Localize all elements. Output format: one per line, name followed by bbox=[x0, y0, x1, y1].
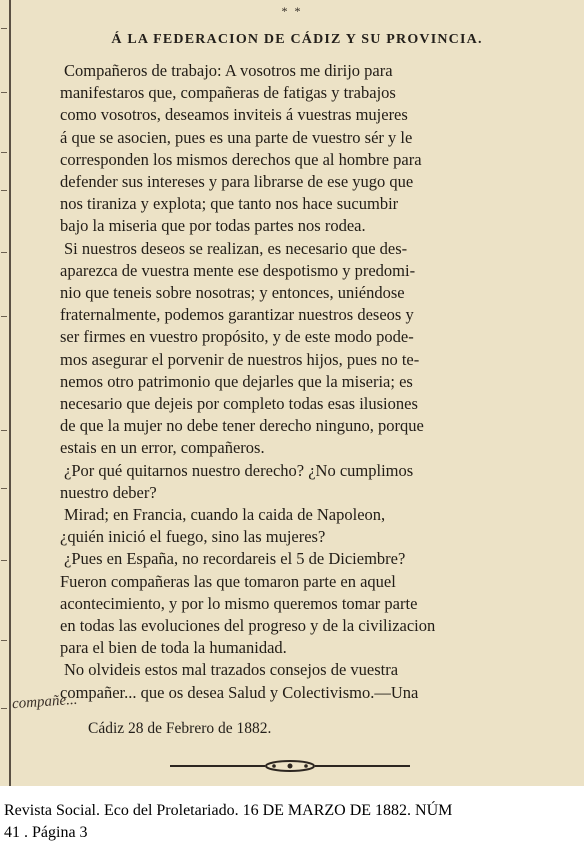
column-rule bbox=[9, 0, 11, 786]
article-paragraph bbox=[60, 460, 534, 504]
text-line: Mirad; en Francia, cuando la caida de Napoleon, bbox=[64, 505, 386, 525]
text-line: Si nuestros deseos se realizan, es necesario que des- bbox=[64, 238, 408, 258]
text-line: nuestro deber? bbox=[60, 482, 157, 502]
caption-line-2: 41 . Página 3 bbox=[4, 824, 88, 841]
text-line: defender sus intereses y para librarse de ese yugo que bbox=[60, 172, 414, 192]
margin-tick bbox=[1, 708, 7, 709]
margin-tick bbox=[1, 152, 7, 153]
article-paragraph bbox=[60, 548, 534, 659]
margin-tick bbox=[1, 28, 7, 29]
margin-tick bbox=[1, 252, 7, 253]
margin-tick bbox=[1, 488, 7, 489]
text-line: bajo la miseria que por todas partes nos rodea. bbox=[60, 216, 366, 236]
article-paragraph bbox=[60, 504, 534, 548]
handwritten-mark: compañe... bbox=[11, 691, 78, 713]
text-line: nos tiraniza y explota; que tanto nos hace sucumbir bbox=[60, 194, 399, 214]
text-line: ¿quién inició el fuego, sino las mujeres? bbox=[60, 527, 326, 547]
text-line: compañer... que os desea Salud y Colectivismo.—Una bbox=[60, 682, 419, 702]
text-line: acontecimiento, y por lo mismo queremos tomar parte bbox=[60, 593, 418, 613]
margin-tick bbox=[1, 316, 7, 317]
text-line: en todas las evoluciones del progreso y de la civilizacion bbox=[60, 616, 436, 636]
top-ornament: * * bbox=[281, 4, 303, 18]
text-line: como vosotros, deseamos inviteis á vuestras mujeres bbox=[60, 105, 408, 125]
text-line: nio que teneis sobre nosotras; y entonces, uniéndose bbox=[60, 283, 405, 303]
article-paragraph bbox=[60, 659, 534, 703]
margin-tick bbox=[1, 190, 7, 191]
text-line: para el bien de toda la humanidad. bbox=[60, 638, 287, 658]
closing-ornament bbox=[170, 760, 410, 772]
place-date: Cádiz 28 de Febrero de 1882. bbox=[88, 720, 272, 737]
text-line: Fueron compañeras las que tomaron parte en aquel bbox=[60, 571, 396, 591]
margin-tick bbox=[1, 92, 7, 93]
margin-tick bbox=[1, 430, 7, 431]
margin-tick bbox=[1, 640, 7, 641]
text-line: aparezca de vuestra mente ese despotismo y predomi- bbox=[60, 260, 416, 280]
article-heading: Á LA FEDERACION DE CÁDIZ Y SU PROVINCIA. bbox=[111, 32, 483, 47]
article-paragraph bbox=[60, 60, 534, 238]
article-paragraph bbox=[60, 238, 534, 460]
text-line: á que se asocien, pues es una parte de vuestro sér y le bbox=[60, 127, 413, 147]
text-line: ser firmes en vuestro propósito, y de este modo pode- bbox=[60, 327, 414, 347]
text-line: ¿Pues en España, no recordareis el 5 de Diciembre? bbox=[64, 549, 406, 569]
text-line: manifestaros que, compañeras de fatigas y trabajos bbox=[60, 83, 396, 103]
text-line: mos asegurar el porvenir de nuestros hijos, pues no te- bbox=[60, 349, 420, 369]
text-line: necesario que dejeis por completo todas esas ilusiones bbox=[60, 394, 418, 414]
caption-line-1: Revista Social. Eco del Proletariado. 16 DE MARZO DE 1882. NÚM bbox=[4, 802, 453, 819]
text-line: de que la mujer no debe tener derecho ninguno, porque bbox=[60, 416, 424, 436]
column-ticks bbox=[0, 0, 8, 786]
text-line: nemos otro patrimonio que dejarles que la miseria; es bbox=[60, 371, 413, 391]
text-line: ¿Por qué quitarnos nuestro derecho? ¿No cumplimos bbox=[64, 460, 414, 480]
text-line: estais en un error, compañeros. bbox=[60, 438, 265, 458]
source-caption bbox=[4, 800, 580, 844]
article-body bbox=[60, 60, 534, 704]
text-line: corresponden los mismos derechos que al hombre para bbox=[60, 149, 422, 169]
text-line: No olvideis estos mal trazados consejos de vuestra bbox=[64, 660, 399, 680]
margin-tick bbox=[1, 560, 7, 561]
text-line: Compañeros de trabajo: A vosotros me dirijo para bbox=[64, 61, 393, 80]
text-line: fraternalmente, podemos garantizar nuestros deseos y bbox=[60, 305, 414, 325]
